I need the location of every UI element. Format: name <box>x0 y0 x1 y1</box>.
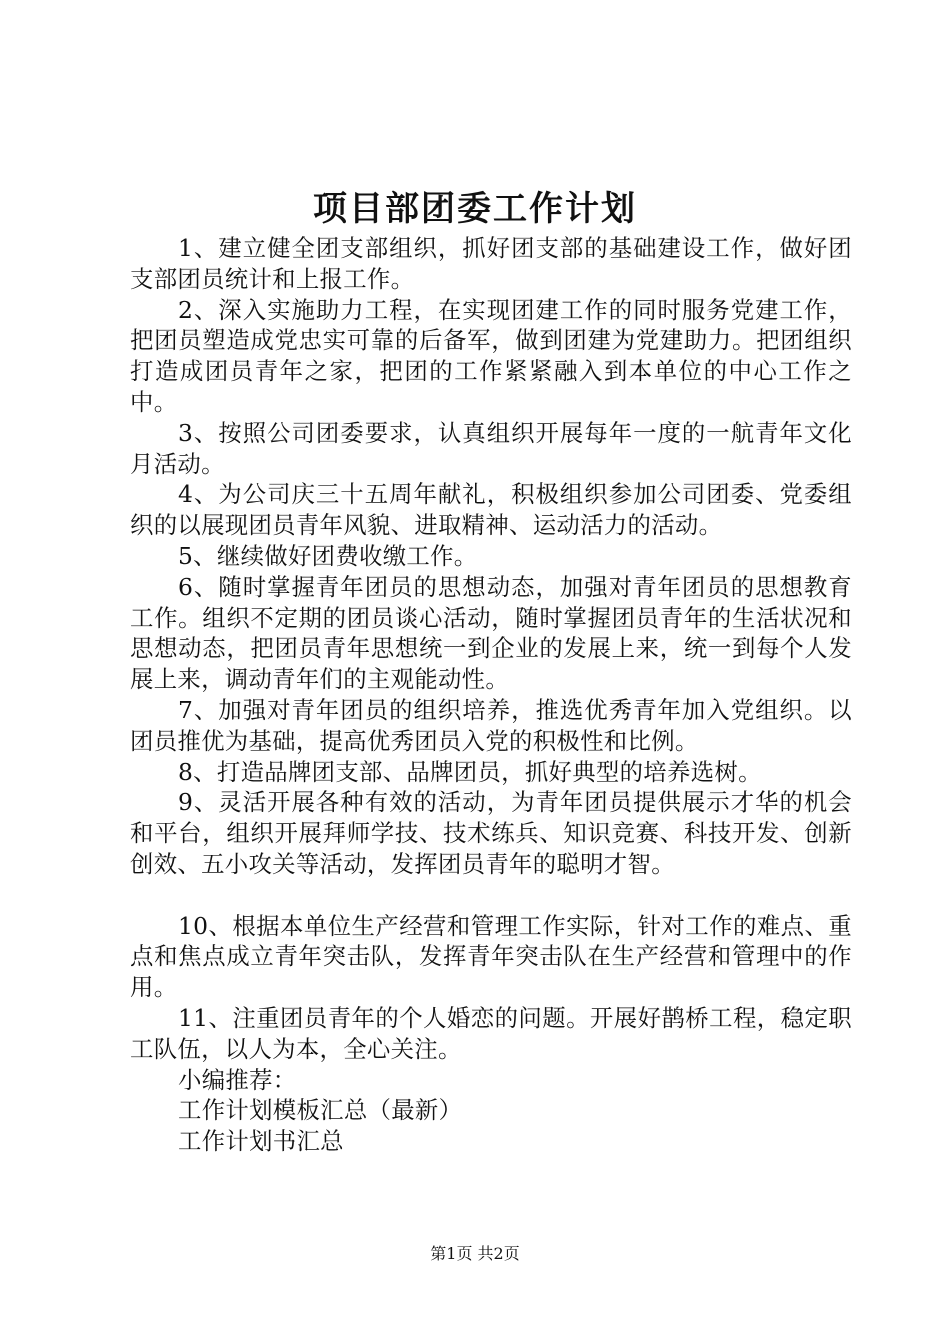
paragraph-1: 1、建立健全团支部组织，抓好团支部的基础建设工作，做好团支部团员统计和上报工作。 <box>130 234 852 293</box>
recommend-label: 小编推荐： <box>178 1065 297 1094</box>
document-body <box>130 233 852 1157</box>
recommend-link-1[interactable]: 工作计划模板汇总（最新） <box>178 1096 463 1125</box>
paragraph-9: 9、灵活开展各种有效的活动，为青年团员提供展示才华的机会和平台，组织开展拜师学技、技术练兵、知识竞赛、科技开发、创新创效、五小攻关等活动，发挥团员青年的聪明才智。 <box>130 788 852 878</box>
paragraph-6: 6、随时掌握青年团员的思想动态，加强对青年团员的思想教育工作。组织不定期的团员谈心活动，随时掌握团员青年的生活状况和思想动态，把团员青年思想统一到企业的发展上来，统一到每个人发展上来，调动青年们的主观能动性。 <box>130 572 852 694</box>
paragraph-2: 2、深入实施助力工程，在实现团建工作的同时服务党建工作，把团员塑造成党忠实可靠的后备军，做到团建为党建助力。把团组织打造成团员青年之家，把团的工作紧紧融入到本单位的中心工作之中。 <box>130 295 852 416</box>
paragraph-3: 3、按照公司团委要求，认真组织开展每年一度的一航青年文化月活动。 <box>130 418 852 478</box>
blank-line <box>130 880 852 911</box>
paragraph-11: 11、注重团员青年的个人婚恋的问题。开展好鹊桥工程，稳定职工队伍，以人为本，全心关注。 <box>130 1003 852 1063</box>
paragraph-7: 7、加强对青年团员的组织培养，推选优秀青年加入党组织。以团员推优为基础，提高优秀团员入党的积极性和比例。 <box>130 695 852 755</box>
page-footer: 第1页 共2页 <box>430 1244 520 1263</box>
paragraph-4: 4、为公司庆三十五周年献礼，积极组织参加公司团委、党委组织的以展现团员青年风貌、进取精神、运动活力的活动。 <box>130 480 852 540</box>
document-title: 项目部团委工作计划 <box>313 189 637 229</box>
recommend-link-2[interactable]: 工作计划书汇总 <box>178 1127 344 1156</box>
paragraph-5: 5、继续做好团费收缴工作。 <box>178 541 478 570</box>
paragraph-10: 10、根据本单位生产经营和管理工作实际，针对工作的难点、重点和焦点成立青年突击队，发挥青年突击队在生产经营和管理中的作用。 <box>130 911 852 1002</box>
paragraph-8: 8、打造品牌团支部、品牌团员，抓好典型的培养选树。 <box>178 757 762 786</box>
